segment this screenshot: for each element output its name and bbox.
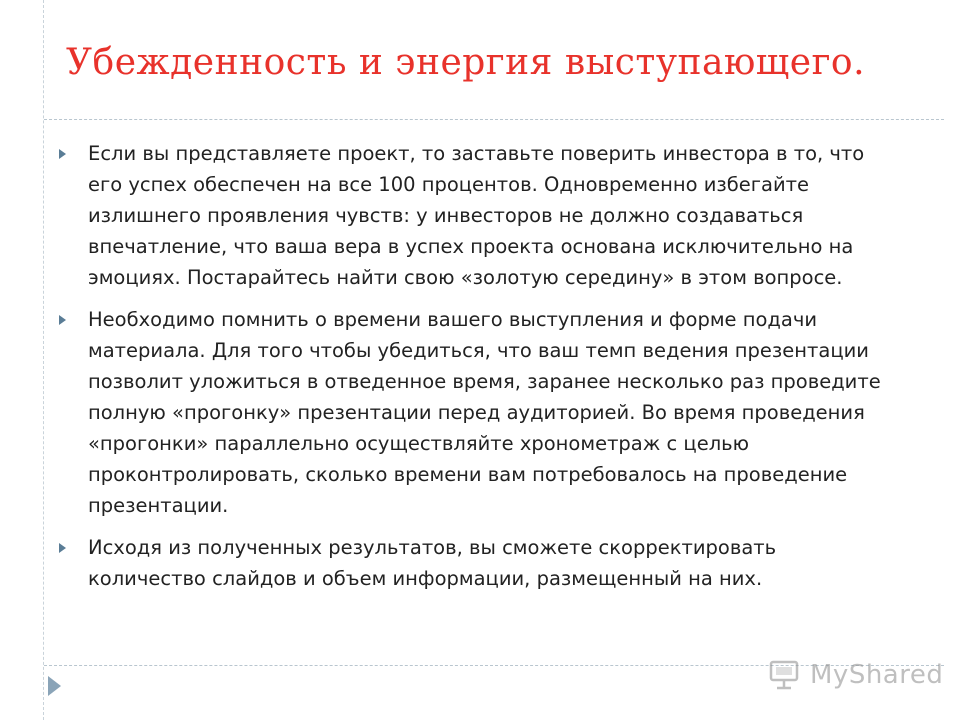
left-guide-line: [43, 0, 44, 720]
triangle-right-icon: [59, 543, 66, 553]
title-divider: [44, 119, 944, 120]
bullet-list: [54, 138, 894, 605]
triangle-right-icon: [59, 149, 66, 159]
slide-title: Убежденность и энергия выступающего.: [66, 42, 866, 83]
bullet-text: Если вы представляете проект, то заставьте поверить инвестора в то, что его успех обеспечен на все 100 процентов. Одновременно избегайте излишнего проявления чувств: у инвесторов не должно создаваться впечатление, что ваша вера в успех проекта основана исключительно на эмоциях. Постарайтесь найти свою «золотую середину» в этом вопросе.: [88, 142, 865, 289]
triangle-right-icon: [59, 315, 66, 325]
watermark-logo-icon: [768, 657, 804, 693]
bullet-text: Необходимо помнить о времени вашего выступления и форме подачи материала. Для того чтобы убедиться, что ваш темп ведения презентации позволит уложиться в отведенное время, заранее несколько раз проведите полную «прогонку» презентации перед аудиторией. Во время проведения «прогонки» параллельно осуществляйте хронометраж с целью проконтролировать, сколько времени вам потребовалось на проведение презентации.: [88, 308, 881, 517]
watermark-text: MyShared: [810, 660, 944, 690]
bullet-item: [54, 532, 894, 594]
bullet-text: Исходя из полученных результатов, вы сможете скорректировать количество слайдов и объем информации, размещенный на них.: [88, 536, 777, 590]
bullet-item: [54, 138, 894, 293]
corner-arrow-icon: [48, 676, 61, 696]
watermark: [768, 655, 943, 695]
bullet-item: [54, 304, 894, 521]
